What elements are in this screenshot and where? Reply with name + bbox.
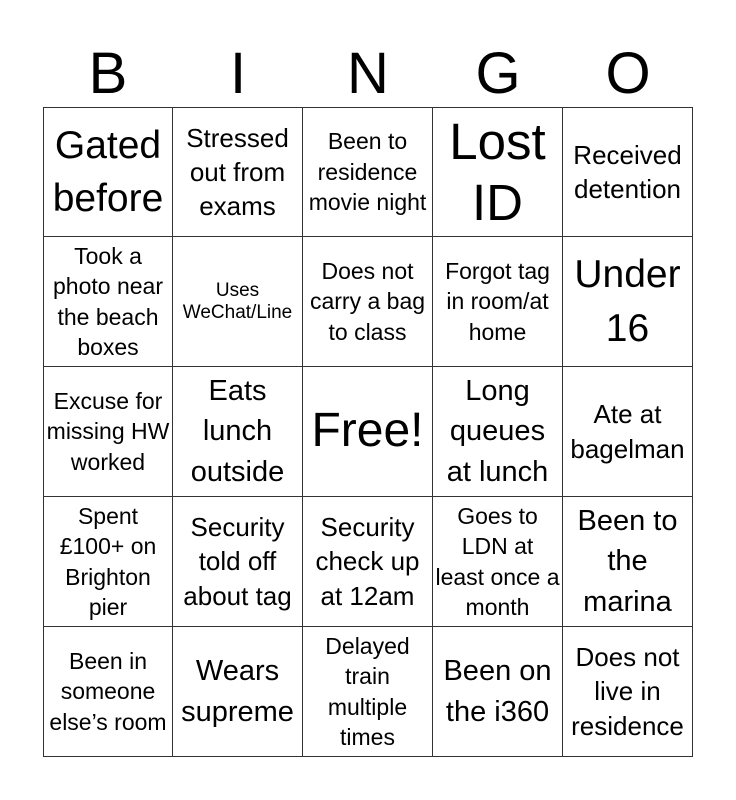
bingo-header	[43, 40, 693, 108]
bingo-cell[interactable]	[43, 627, 173, 757]
bingo-cell[interactable]	[433, 237, 563, 367]
bingo-cell[interactable]	[303, 497, 433, 627]
bingo-cell[interactable]	[173, 107, 303, 237]
cell-text: Security check up at 12am	[315, 512, 420, 611]
bingo-cell[interactable]	[173, 367, 303, 497]
cell-text: Excuse for missing HW worked	[46, 387, 170, 475]
bingo-cell[interactable]	[303, 237, 433, 367]
cell-text: Spent £100+ on Brighton pier	[59, 502, 157, 620]
bingo-cell[interactable]	[433, 367, 563, 497]
bingo-cell[interactable]	[563, 107, 693, 237]
bingo-cell[interactable]	[173, 627, 303, 757]
cell-text: Been on the i360	[443, 654, 552, 728]
bingo-cell[interactable]	[173, 237, 303, 367]
header-letter-i: I	[229, 41, 247, 106]
cell-text: Eats lunch outside	[190, 374, 285, 488]
cell-text: Forgot tag in room/at home	[445, 257, 550, 345]
bingo-cell[interactable]	[43, 237, 173, 367]
bingo-cell[interactable]	[43, 367, 173, 497]
bingo-board	[43, 107, 693, 757]
cell-text: Under 16	[574, 253, 681, 350]
header-letter-g: G	[475, 41, 521, 106]
cell-text: Stressed out from exams	[186, 122, 289, 222]
header-letter-o: O	[605, 41, 651, 106]
bingo-cell[interactable]	[563, 237, 693, 367]
free-space-cell[interactable]	[303, 367, 433, 497]
free-space-label: Free!	[311, 404, 424, 458]
cell-text: Been to residence movie night	[308, 128, 427, 216]
cell-text: Received detention	[573, 139, 682, 204]
bingo-cell[interactable]	[303, 107, 433, 237]
bingo-cell[interactable]	[303, 627, 433, 757]
cell-text: Lost ID	[449, 112, 546, 231]
bingo-cell[interactable]	[563, 497, 693, 627]
cell-text: Delayed train multiple times	[325, 632, 410, 750]
cell-text: Took a photo near the beach boxes	[53, 242, 163, 360]
cell-text: Does not live in residence	[571, 642, 684, 741]
bingo-cell[interactable]	[173, 497, 303, 627]
cell-text: Ate at bagelman	[570, 399, 685, 464]
cell-text: Gated before	[52, 123, 164, 220]
cell-text: Long queues at lunch	[446, 374, 549, 488]
bingo-cell[interactable]	[43, 107, 173, 237]
cell-text: Security told off about tag	[183, 512, 292, 611]
cell-text: Been to the marina	[577, 504, 678, 618]
cell-text: Been in someone else’s room	[49, 647, 167, 735]
bingo-cell[interactable]	[43, 497, 173, 627]
bingo-cell[interactable]	[563, 627, 693, 757]
cell-text: Goes to LDN at least once a month	[435, 502, 560, 620]
cell-text: Wears supreme	[181, 654, 294, 728]
header-letter-n: N	[347, 41, 389, 106]
bingo-cell[interactable]	[563, 367, 693, 497]
cell-text: Uses WeChat/Line	[182, 280, 293, 323]
header-letter-b: B	[88, 41, 128, 106]
bingo-cell[interactable]	[433, 107, 563, 237]
cell-text: Does not carry a bag to class	[309, 257, 426, 345]
bingo-cell[interactable]	[433, 627, 563, 757]
bingo-cell[interactable]	[433, 497, 563, 627]
